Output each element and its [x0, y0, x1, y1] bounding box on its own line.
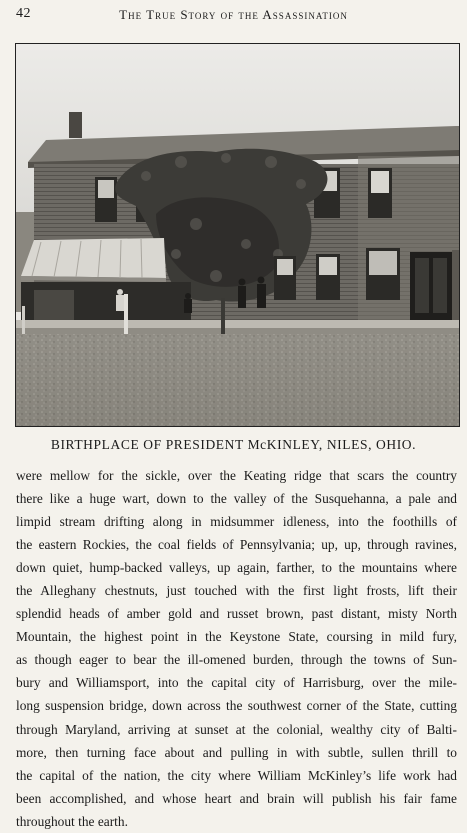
- text-line: Mountain, the highest point in the Keystone State, coursing in mild fury,: [16, 629, 457, 645]
- text-line: there like a huge wart, down to the valley of the Susquehanna, a pale and: [16, 491, 457, 507]
- running-title: The True Story of the Assassination: [119, 7, 348, 22]
- text-line: through Maryland, arriving at sunset at the colonial, wealthy city of Balti-: [16, 721, 457, 737]
- figure-caption: BIRTHPLACE OF PRESIDENT McKINLEY, NILES, OHIO.: [50, 437, 417, 452]
- text-line: bury and Williamsport, into the capital city of Harrisburg, over the mile-: [16, 675, 457, 691]
- text-line: down quiet, hump-backed valleys, up again, farther, to the mountains where: [16, 560, 457, 576]
- text-line: the Alleghany chestnuts, just touched with the first light frosts, lift their: [16, 583, 457, 599]
- text-line: throughout the earth.: [16, 813, 128, 829]
- text-line: long suspension bridge, down across the southwest corner of the State, cutting: [16, 698, 457, 714]
- text-line: as though eager to bear the ill-omened burden, through the towns of Sun-: [16, 652, 457, 668]
- text-line: more, then turning face about and pulling in with subtle, sullen thrill to: [16, 744, 457, 760]
- body-paragraph: [16, 464, 457, 833]
- page-number: 42: [16, 6, 31, 21]
- text-line: the capital of the nation, the city where William McKinley’s life work had: [16, 767, 457, 783]
- photograph: [15, 43, 460, 427]
- text-line: splendid heads of amber gold and russet brown, past distant, misty North: [16, 606, 457, 622]
- house-photo-illustration: [16, 44, 460, 427]
- text-line: were mellow for the sickle, over the Keating ridge that scars the country: [16, 468, 457, 483]
- text-line: limpid stream drifting along in midsummer idleness, into the foothills of: [16, 514, 457, 530]
- page-header: [0, 4, 467, 26]
- text-line: been accomplished, and whose heart and brain will publish his fair fame: [16, 790, 457, 806]
- text-line: the eastern Rockies, the coal fields of Pennsylvania; up, up, through ravines,: [16, 537, 457, 553]
